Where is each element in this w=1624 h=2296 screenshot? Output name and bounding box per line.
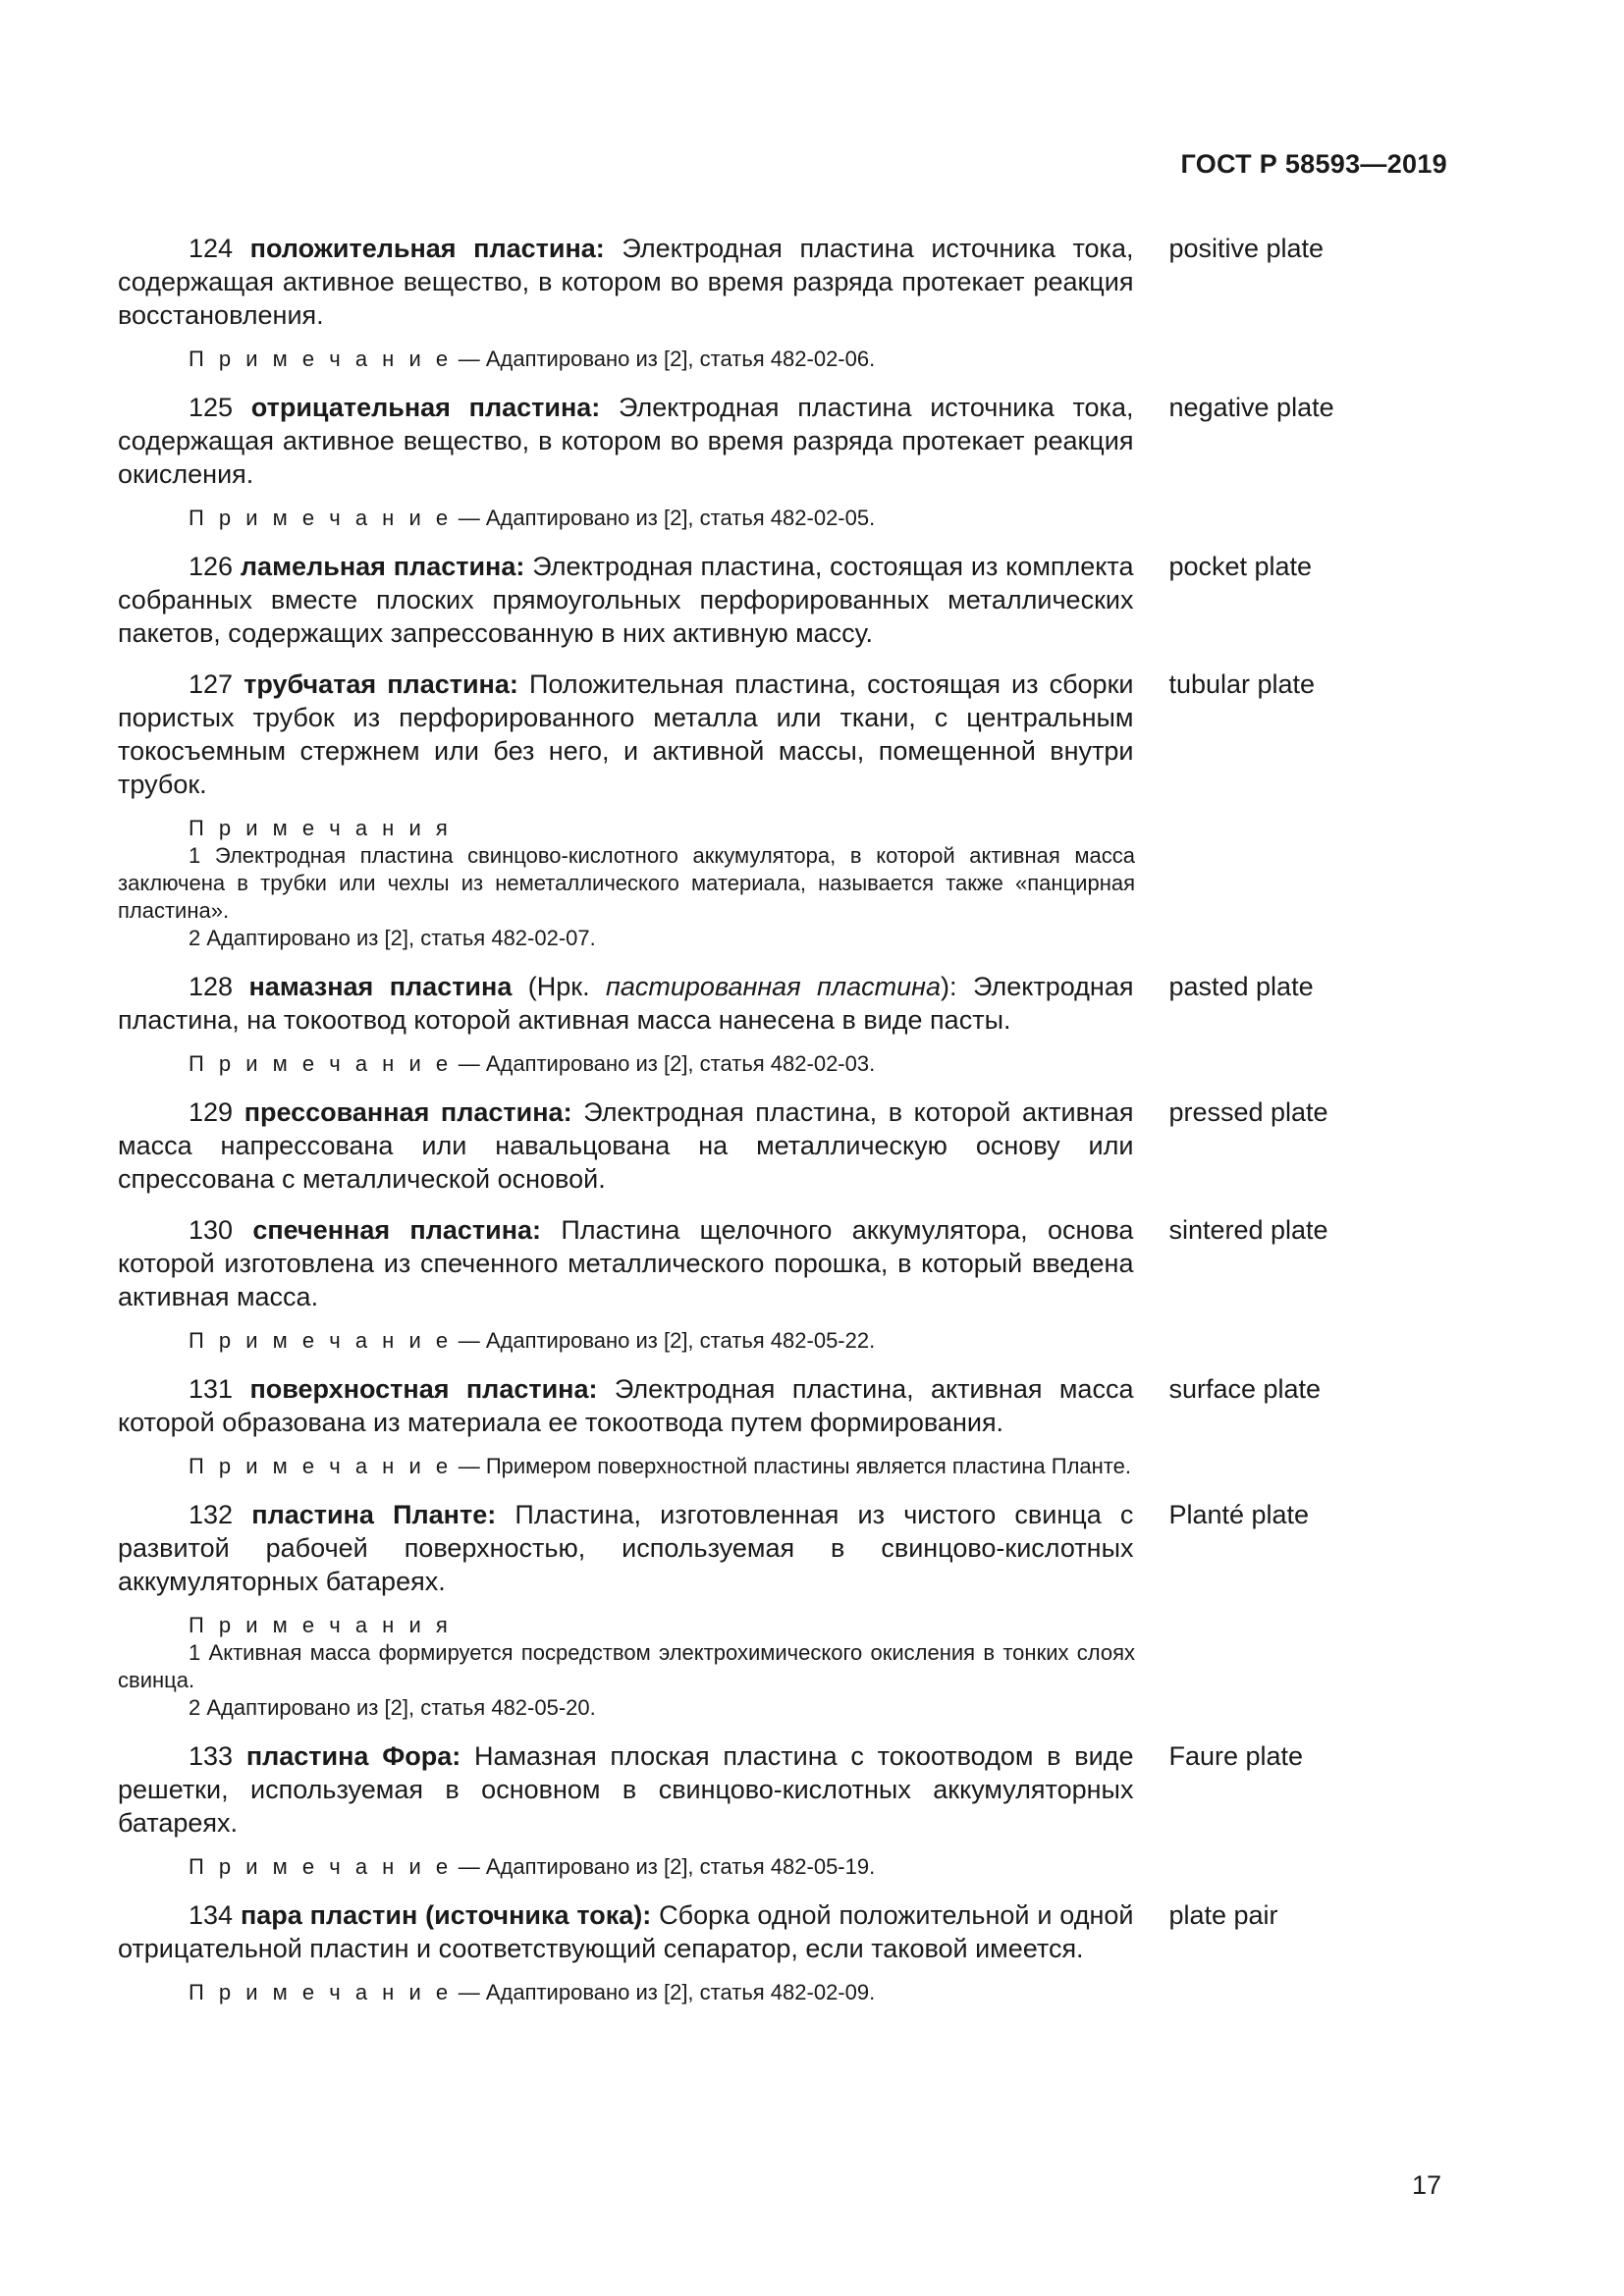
english-term: Planté plate [1168,1500,1310,1529]
definition: 127 трубчатая пластина: Положительная пластина, состоящая из сборки пористых трубок из перфорированного металла или ткани, с центральным токосъемным стержнем или без него, и активной массы, помещенной внутри трубок. [118,669,1134,799]
definition: 130 спеченная пластина: Пластина щелочного аккумулятора, основа которой изготовлена из спеченного металлического порошка, в который введена активная масса. [118,1215,1134,1311]
term: поверхностная пластина: [249,1374,598,1404]
term-entry-127 [118,667,1483,952]
note: П р и м е ч а н и е — Адаптировано из [2], статья 482-05-22. [189,1328,876,1353]
definition: 125 отрицательная пластина: Электродная пластина источника тока, содержащая активное вещество, в котором во время разряда протекает реакция окисления. [118,393,1134,489]
note-item: 2 Адаптировано из [2], статья 482-02-07. [189,926,596,950]
term-entry-133 [118,1739,1483,1881]
note: П р и м е ч а н и е — Адаптировано из [2], статья 482-05-19. [189,1854,876,1879]
english-term: pocket plate [1168,552,1313,581]
definition: 133 пластина Фора: Намазная плоская пластина с токоотводом в виде решетки, используемая в основном в свинцово-кислотных аккумуляторных батареях. [118,1741,1134,1838]
note: П р и м е ч а н и е — Адаптировано из [2], статья 482-02-09. [189,1980,876,2004]
english-term: sintered plate [1168,1215,1328,1245]
english-term: negative plate [1168,393,1334,422]
english-term: surface plate [1168,1374,1322,1404]
term: пластина Планте: [251,1500,497,1529]
term: отрицательная пластина: [250,393,601,422]
definition: 131 поверхностная пластина: Электродная пластина, активная масса которой образована из материала ее токоотвода путем формирования. [118,1374,1134,1437]
term-entry-124 [118,232,1483,373]
definition: 134 пара пластин (источника тока): Сборка одной положительной и одной отрицательной пластин и соответствующий сепаратор, если таковой имеется. [118,1900,1134,1963]
term: спеченная пластина: [252,1215,542,1245]
english-term: Faure plate [1168,1741,1304,1771]
term: намазная пластина [248,972,513,1001]
notes-heading: П р и м е ч а н и я [189,1613,453,1637]
term-entry-126 [118,550,1483,650]
definition: 124 положительная пластина: Электродная пластина источника тока, содержащая активное вещество, в котором во время разряда протекает реакция восстановления. [118,234,1134,330]
note: П р и м е ч а н и е — Адаптировано из [2], статья 482-02-03. [189,1051,876,1076]
note-item: 1 Электродная пластина свинцово-кислотного аккумулятора, в которой активная масса заключена в трубки или чехлы из неметаллического материала, называется также «панцирная пластина». [118,843,1135,923]
note-item: 1 Активная масса формируется посредством электрохимического окисления в тонких слоях свинца. [118,1640,1135,1692]
note-item: 2 Адаптировано из [2], статья 482-05-20. [189,1695,596,1720]
note: П р и м е ч а н и е — Адаптировано из [2], статья 482-02-05. [189,506,876,530]
term-entry-132 [118,1498,1483,1722]
term: трубчатая пластина: [244,669,518,699]
terms-list [118,232,1483,2024]
term-entry-131 [118,1372,1483,1480]
term: положительная пластина: [249,234,605,263]
notes-heading: П р и м е ч а н и я [189,816,453,840]
term: пара пластин (источника тока): [240,1900,652,1930]
page-number: 17 [1411,2170,1441,2200]
definition: 132 пластина Планте: Пластина, изготовленная из чистого свинца с развитой рабочей поверхностью, используемая в свинцово-кислотных аккумуляторных батареях. [118,1500,1134,1596]
deprecated-term: пастированная пластина [606,972,942,1001]
english-term: pressed plate [1168,1097,1328,1127]
term: пластина Фора: [245,1741,461,1771]
term: ламельная пластина: [240,552,525,581]
term-entry-130 [118,1213,1483,1355]
term-entry-128 [118,970,1483,1078]
term-entry-134 [118,1898,1483,2006]
term-entry-129 [118,1095,1483,1196]
note: П р и м е ч а н и е — Адаптировано из [2], статья 482-02-06. [189,347,876,371]
english-term: plate pair [1168,1900,1278,1930]
definition: 128 намазная пластина (Нрк. пастированная пластина): Электродная пластина, на токоотвод которой активная масса нанесена в виде пасты. [118,972,1134,1035]
definition: 129 прессованная пластина: Электродная пластина, в которой активная масса напрессована или навальцована на металлическую основу или спрессована с металлической основой. [118,1097,1134,1194]
standard-header: ГОСТ Р 58593—2019 [1180,149,1447,179]
definition: 126 ламельная пластина: Электродная пластина, состоящая из комплекта собранных вместе плоских прямоугольных перфорированных металлических пакетов, содержащих запрессованную в них активную массу. [118,552,1134,648]
term: прессованная пластина: [244,1097,572,1127]
english-term: tubular plate [1168,669,1316,699]
term-entry-125 [118,391,1483,532]
english-term: positive plate [1168,234,1325,263]
english-term: pasted plate [1168,972,1314,1001]
note: П р и м е ч а н и е — Примером поверхностной пластины является пластина Планте. [189,1454,1131,1478]
